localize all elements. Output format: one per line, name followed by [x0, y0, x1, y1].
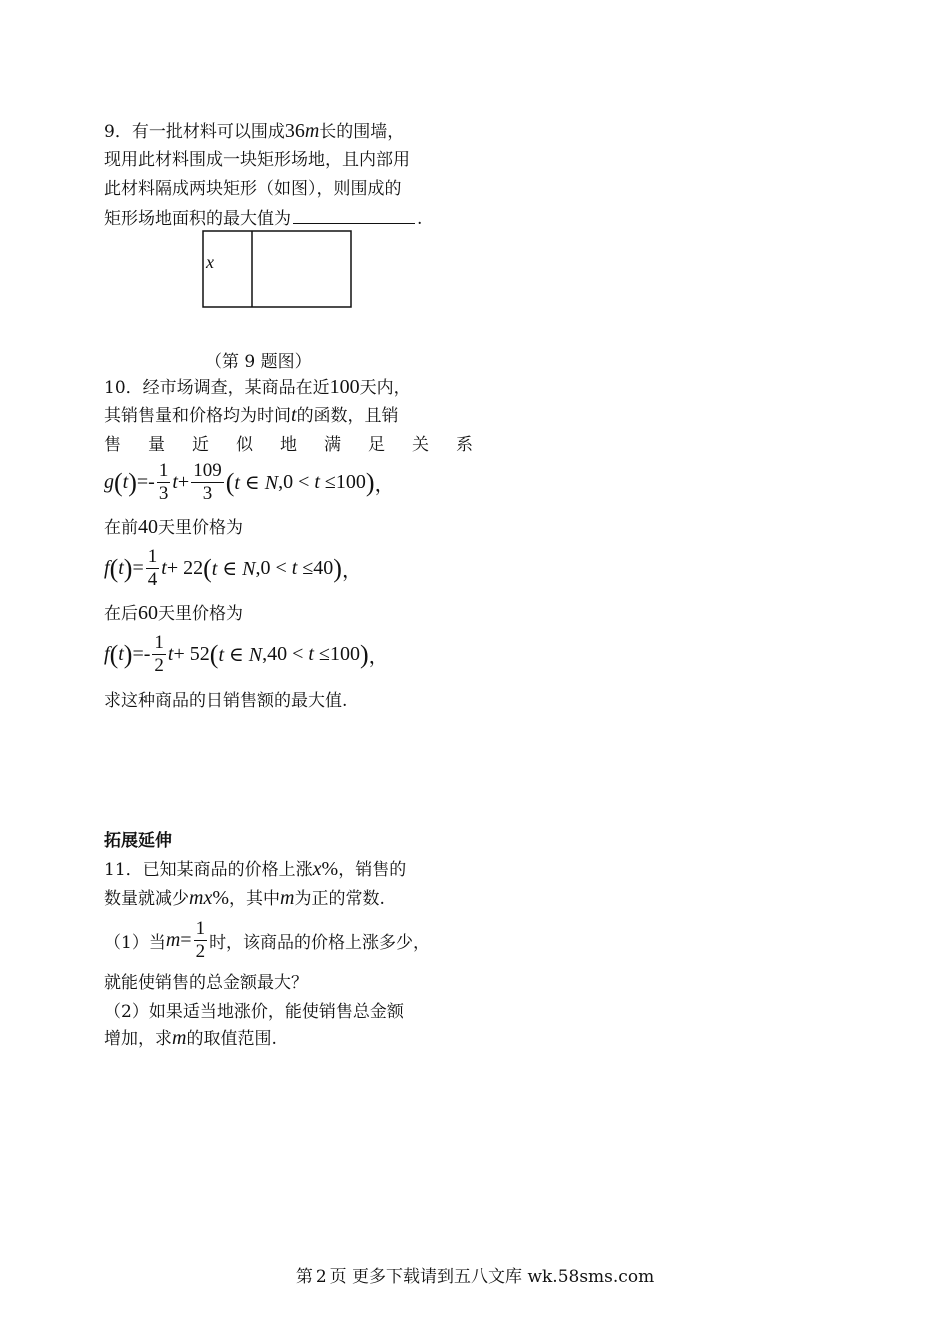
q11-part-1-line-2: 就能使销售的总金额最大？ [104, 973, 308, 993]
equals: =- [132, 643, 151, 665]
denominator: 3 [158, 483, 169, 504]
percent: % [321, 858, 339, 880]
constant: + 22 [166, 557, 204, 579]
q11-var-x: x [312, 858, 322, 880]
comma: ， [341, 560, 362, 582]
q10-text: 天内， [359, 378, 411, 398]
denominator: 4 [147, 569, 158, 590]
condition: ,40 < [262, 643, 309, 665]
func-var: t [118, 557, 124, 579]
percent: % [212, 887, 229, 909]
condition-var: t [308, 643, 314, 665]
section-title: 拓展延伸 [104, 831, 172, 851]
equals: =- [136, 471, 155, 493]
q11-part-2-line-1: （2）如果适当地涨价，能使销售总金额 [104, 1002, 404, 1022]
page-number: 2 [315, 1267, 327, 1287]
q11-text: （1）当 [104, 933, 166, 953]
q11-line-1 [104, 858, 406, 881]
page-footer [0, 1262, 950, 1287]
numerator: 1 [147, 546, 158, 567]
q11-text: 时，该商品的价格上涨多少， [209, 933, 431, 953]
condition: t ∈ N [234, 472, 279, 494]
q9-text: 9．有一批材料可以围成 [104, 122, 285, 142]
q11-text: ，其中 [229, 889, 280, 909]
condition-var: t [314, 471, 320, 493]
formula-f2: f ( t ) =- $\frac{1}{2}$ t + 52 ( t ∈ N ,40 < t ≤100 ) ， [104, 632, 389, 676]
q10-line-2 [104, 404, 399, 427]
q9-unit: m [304, 120, 320, 142]
q11-var-m: m [172, 1027, 187, 1049]
q11-text: 11．已知某商品的价格上涨 [104, 860, 313, 880]
q10-text: 在前 [104, 518, 138, 538]
q11-text: 的取值范围. [186, 1029, 277, 1049]
func-var: t [118, 643, 124, 665]
char: 系 [456, 435, 473, 455]
q9-text: 长的围墙， [319, 122, 405, 142]
condition: ≤40 [297, 557, 334, 579]
denominator: 3 [202, 483, 213, 504]
char: 关 [412, 435, 429, 455]
char: 似 [236, 435, 253, 455]
q11-text: 为正的常数. [294, 889, 385, 909]
func-name: g [104, 471, 114, 493]
fraction [157, 460, 171, 505]
func-name: f [104, 557, 110, 579]
condition: ≤100 [319, 471, 366, 493]
q10-line-1 [104, 376, 411, 399]
numerator: 1 [195, 918, 206, 939]
condition: t ∈ N [211, 558, 256, 580]
q10-front-line [104, 516, 243, 539]
char: 地 [280, 435, 297, 455]
char: 足 [368, 435, 385, 455]
equals: = [180, 929, 192, 951]
q9-text: 矩形场地面积的最大值为 [104, 209, 291, 229]
q9-caption: （第 9 题图） [205, 352, 312, 372]
q10-text: 天里价格为 [158, 518, 243, 538]
q10-line-3 [104, 434, 500, 456]
comma: ， [368, 646, 389, 668]
condition: ≤100 [313, 643, 360, 665]
q9-line-3: 此材料隔成两块矩形（如图），则围成的 [104, 179, 402, 199]
q9-line-2: 现用此材料围成一块矩形场地，且内部用 [104, 150, 410, 170]
condition: t ∈ N [218, 644, 263, 666]
char: 量 [148, 435, 165, 455]
condition-var: t [291, 557, 298, 579]
q9-line-1 [104, 120, 404, 143]
char: 近 [192, 435, 209, 455]
back-days: 60 [138, 602, 158, 624]
numerator: 1 [154, 632, 164, 653]
q11-part-2-line-2 [104, 1027, 277, 1050]
q10-days: 100 [329, 376, 360, 398]
formula-g: g ( t ) =- $\frac{1}{3}$ t + $\frac{109}{3}$ ( t ∈ N ,0 < t ≤100 ) ， [104, 460, 395, 504]
q10-text: 在后 [104, 604, 138, 624]
denominator: 2 [195, 941, 206, 962]
func-name: f [104, 643, 110, 665]
q9-figure [200, 228, 355, 310]
q11-var-m: m [280, 887, 295, 909]
fraction [191, 460, 224, 505]
equals: = [132, 557, 144, 579]
fraction [194, 918, 208, 963]
comma: ， [374, 474, 395, 496]
footer-text: 页 更多下载请到五八文库 wk.58sms.com [329, 1267, 655, 1287]
q11-part-1 [104, 918, 430, 963]
char: 售 [104, 435, 121, 455]
fraction [146, 546, 160, 591]
q9-line-4 [104, 207, 422, 230]
q10-text: 天里价格为 [158, 604, 243, 624]
q11-text: ，销售的 [338, 860, 407, 880]
q10-text: 10．经市场调查，某商品在近 [104, 378, 330, 398]
denominator: 2 [154, 655, 164, 676]
answer-blank[interactable] [293, 207, 415, 224]
numerator: 1 [158, 460, 169, 481]
q10-back-line [104, 602, 243, 625]
char: 满 [324, 435, 341, 455]
q9-length-value: 36 [284, 120, 305, 142]
q10-ask: 求这种商品的日销售额的最大值. [104, 691, 348, 711]
formula-f1: f ( t ) = $\frac{1}{4}$ t + 22 ( t ∈ N ,0 < t ≤40 ) ， [104, 546, 362, 590]
q11-text: 数量就减少 [104, 889, 189, 909]
q11-var-mx: mx [189, 887, 213, 909]
numerator: 109 [193, 460, 222, 481]
condition: ,0 < [278, 471, 315, 493]
footer-text: 第 [295, 1267, 313, 1287]
q10-var-t: t [291, 404, 297, 426]
outer-rectangle [203, 231, 351, 307]
func-var: t [122, 471, 129, 493]
q11-var-m: m [165, 929, 181, 951]
q11-line-2 [104, 887, 385, 910]
q10-text: 其销售量和价格均为时间 [104, 406, 291, 426]
figure-label-x: x [206, 252, 214, 272]
q9-period: . [417, 209, 423, 229]
condition: ,0 < [255, 557, 292, 579]
fraction [152, 632, 166, 677]
plus: + [177, 471, 190, 493]
q10-text: 的函数，且销 [296, 406, 399, 426]
constant: + 52 [173, 643, 210, 665]
q11-text: 增加，求 [104, 1029, 172, 1049]
front-days: 40 [138, 516, 158, 538]
